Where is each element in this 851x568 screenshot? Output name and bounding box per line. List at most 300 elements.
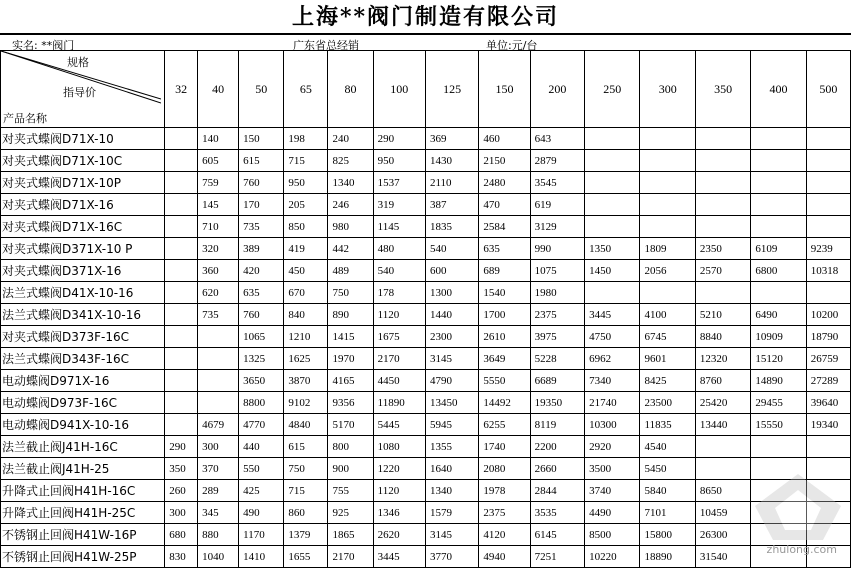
price-cell: 205	[284, 194, 328, 216]
price-cell: 3649	[479, 348, 530, 370]
product-name-cell: 升降式止回阀H41H-16C	[1, 480, 165, 502]
price-cell	[640, 194, 695, 216]
price-cell: 689	[479, 260, 530, 282]
price-cell: 27289	[806, 370, 850, 392]
column-header: 500	[806, 51, 850, 128]
price-cell: 1346	[373, 502, 425, 524]
unit-label: 单位:元/台	[486, 39, 538, 52]
price-cell: 4165	[328, 370, 373, 392]
product-name-cell: 法兰式蝶阀D41X-10-16	[1, 282, 165, 304]
price-cell: 300	[198, 436, 239, 458]
price-cell: 3870	[284, 370, 328, 392]
price-cell	[640, 150, 695, 172]
price-cell: 1700	[479, 304, 530, 326]
price-cell: 5445	[373, 414, 425, 436]
price-cell: 605	[198, 150, 239, 172]
price-cell: 1355	[425, 436, 478, 458]
price-cell: 670	[284, 282, 328, 304]
price-cell: 25420	[695, 392, 750, 414]
price-cell: 1579	[425, 502, 478, 524]
price-cell: 1340	[425, 480, 478, 502]
price-cell: 619	[530, 194, 584, 216]
price-cell: 1865	[328, 524, 373, 546]
price-cell: 4490	[585, 502, 640, 524]
price-cell: 240	[328, 128, 373, 150]
product-name-cell: 对夹式蝶阀D71X-10P	[1, 172, 165, 194]
price-cell: 760	[239, 304, 284, 326]
table-row	[1, 282, 851, 304]
price-cell: 425	[239, 480, 284, 502]
product-name-cell: 电动蝶阀D941X-10-16	[1, 414, 165, 436]
price-cell: 620	[198, 282, 239, 304]
price-cell: 860	[284, 502, 328, 524]
price-cell: 9102	[284, 392, 328, 414]
price-cell	[751, 150, 806, 172]
price-cell: 3500	[585, 458, 640, 480]
watermark-text: zhulong.com	[766, 543, 837, 556]
price-cell: 2375	[479, 502, 530, 524]
price-cell: 1040	[198, 546, 239, 568]
price-cell: 289	[198, 480, 239, 502]
price-cell	[695, 436, 750, 458]
price-cell: 19350	[530, 392, 584, 414]
price-cell: 8650	[695, 480, 750, 502]
price-cell: 850	[284, 216, 328, 238]
price-cell: 290	[165, 436, 198, 458]
column-header: 350	[695, 51, 750, 128]
price-cell: 2844	[530, 480, 584, 502]
price-cell: 2110	[425, 172, 478, 194]
price-cell: 715	[284, 480, 328, 502]
price-cell: 140	[198, 128, 239, 150]
price-cell: 890	[328, 304, 373, 326]
price-cell: 480	[373, 238, 425, 260]
price-cell: 389	[239, 238, 284, 260]
price-cell	[640, 216, 695, 238]
product-name-cell: 对夹式蝶阀D71X-10C	[1, 150, 165, 172]
price-cell: 8119	[530, 414, 584, 436]
price-cell: 4120	[479, 524, 530, 546]
price-cell: 4770	[239, 414, 284, 436]
watermark-logo	[753, 472, 843, 542]
price-cell	[806, 194, 850, 216]
price-cell	[806, 128, 850, 150]
table-row	[1, 348, 851, 370]
price-cell: 3445	[585, 304, 640, 326]
header-row	[1, 51, 851, 128]
column-header: 125	[425, 51, 478, 128]
price-cell: 1170	[239, 524, 284, 546]
product-name-cell: 不锈钢止回阀H41W-16P	[1, 524, 165, 546]
price-cell: 3145	[425, 524, 478, 546]
column-header: 200	[530, 51, 584, 128]
price-cell: 320	[198, 238, 239, 260]
table-row	[1, 458, 851, 480]
price-cell: 6255	[479, 414, 530, 436]
price-cell: 442	[328, 238, 373, 260]
price-cell: 2879	[530, 150, 584, 172]
product-name-cell: 电动蝶阀D971X-16	[1, 370, 165, 392]
price-cell: 1450	[585, 260, 640, 282]
table-row	[1, 480, 851, 502]
product-name-label: 产品名称	[3, 112, 47, 125]
price-cell	[640, 128, 695, 150]
price-cell	[751, 128, 806, 150]
price-cell: 1300	[425, 282, 478, 304]
price-cell: 540	[373, 260, 425, 282]
price-cell: 2300	[425, 326, 478, 348]
price-cell: 615	[239, 150, 284, 172]
price-cell: 3770	[425, 546, 478, 568]
corner-cell	[1, 51, 165, 128]
price-cell: 419	[284, 238, 328, 260]
price-cell: 198	[284, 128, 328, 150]
price-cell: 990	[530, 238, 584, 260]
price-cell: 635	[239, 282, 284, 304]
price-cell: 550	[239, 458, 284, 480]
price-cell: 490	[239, 502, 284, 524]
price-cell: 7101	[640, 502, 695, 524]
price-cell: 8500	[585, 524, 640, 546]
price-cell: 18790	[806, 326, 850, 348]
price-cell: 300	[165, 502, 198, 524]
price-cell: 26300	[695, 524, 750, 546]
price-cell	[165, 194, 198, 216]
table-row	[1, 172, 851, 194]
price-cell	[695, 194, 750, 216]
product-name-cell: 对夹式蝶阀D71X-10	[1, 128, 165, 150]
price-cell: 735	[239, 216, 284, 238]
price-cell: 1537	[373, 172, 425, 194]
column-header: 40	[198, 51, 239, 128]
price-cell	[165, 370, 198, 392]
price-cell: 2150	[479, 150, 530, 172]
price-cell: 2375	[530, 304, 584, 326]
price-label: 指导价	[63, 86, 96, 99]
table-row	[1, 194, 851, 216]
price-cell: 13450	[425, 392, 478, 414]
price-cell: 3145	[425, 348, 478, 370]
product-name-cell: 法兰式蝶阀D343F-16C	[1, 348, 165, 370]
price-cell: 13440	[695, 414, 750, 436]
price-cell	[165, 128, 198, 150]
price-cell	[198, 370, 239, 392]
price-cell: 14492	[479, 392, 530, 414]
price-cell: 1379	[284, 524, 328, 546]
price-cell	[751, 436, 806, 458]
price-cell: 170	[239, 194, 284, 216]
price-cell	[751, 172, 806, 194]
price-cell: 950	[373, 150, 425, 172]
table-row	[1, 546, 851, 568]
price-cell: 11890	[373, 392, 425, 414]
price-cell: 1410	[239, 546, 284, 568]
price-cell: 4840	[284, 414, 328, 436]
table-row	[1, 326, 851, 348]
price-cell: 39640	[806, 392, 850, 414]
price-cell: 4450	[373, 370, 425, 392]
product-name-cell: 法兰截止阀J41H-25	[1, 458, 165, 480]
price-cell: 15550	[751, 414, 806, 436]
price-cell: 1835	[425, 216, 478, 238]
price-cell: 1340	[328, 172, 373, 194]
table-row	[1, 238, 851, 260]
price-cell: 2080	[479, 458, 530, 480]
price-cell: 2660	[530, 458, 584, 480]
price-cell: 3445	[373, 546, 425, 568]
product-name-cell: 对夹式蝶阀D371X-16	[1, 260, 165, 282]
price-cell	[585, 172, 640, 194]
price-cell: 18890	[640, 546, 695, 568]
price-cell: 2350	[695, 238, 750, 260]
table-row	[1, 436, 851, 458]
column-header: 400	[751, 51, 806, 128]
price-cell: 925	[328, 502, 373, 524]
price-cell: 369	[425, 128, 478, 150]
price-cell: 635	[479, 238, 530, 260]
price-cell	[751, 216, 806, 238]
price-cell	[695, 216, 750, 238]
price-cell: 750	[284, 458, 328, 480]
price-cell	[585, 282, 640, 304]
price-cell: 2610	[479, 326, 530, 348]
price-cell	[165, 216, 198, 238]
price-cell	[585, 194, 640, 216]
price-cell: 6962	[585, 348, 640, 370]
price-cell	[585, 150, 640, 172]
price-cell: 1625	[284, 348, 328, 370]
price-cell	[695, 150, 750, 172]
product-name-cell: 法兰截止阀J41H-16C	[1, 436, 165, 458]
price-cell: 260	[165, 480, 198, 502]
price-cell: 460	[479, 128, 530, 150]
price-cell	[198, 392, 239, 414]
price-cell	[806, 216, 850, 238]
price-cell: 880	[198, 524, 239, 546]
price-cell: 2620	[373, 524, 425, 546]
price-cell: 710	[198, 216, 239, 238]
price-cell: 1978	[479, 480, 530, 502]
price-cell: 470	[479, 194, 530, 216]
price-cell: 29455	[751, 392, 806, 414]
product-name-cell: 电动蝶阀D973F-16C	[1, 392, 165, 414]
price-cell	[695, 172, 750, 194]
product-name-cell: 升降式止回阀H41H-25C	[1, 502, 165, 524]
price-cell: 10200	[806, 304, 850, 326]
price-cell: 1675	[373, 326, 425, 348]
price-cell: 1809	[640, 238, 695, 260]
price-cell	[585, 128, 640, 150]
price-cell: 15800	[640, 524, 695, 546]
price-cell	[165, 238, 198, 260]
price-cell	[806, 282, 850, 304]
table-row	[1, 216, 851, 238]
price-cell: 2570	[695, 260, 750, 282]
price-cell: 1350	[585, 238, 640, 260]
price-cell: 3740	[585, 480, 640, 502]
price-cell: 3535	[530, 502, 584, 524]
price-cell: 2056	[640, 260, 695, 282]
price-cell: 3545	[530, 172, 584, 194]
price-cell: 31540	[695, 546, 750, 568]
column-header: 250	[585, 51, 640, 128]
price-cell: 1120	[373, 480, 425, 502]
price-cell: 800	[328, 436, 373, 458]
price-cell: 735	[198, 304, 239, 326]
price-cell: 387	[425, 194, 478, 216]
price-cell: 10220	[585, 546, 640, 568]
table-row	[1, 304, 851, 326]
price-cell: 1655	[284, 546, 328, 568]
price-cell	[165, 260, 198, 282]
price-cell: 6800	[751, 260, 806, 282]
price-cell: 760	[239, 172, 284, 194]
price-cell: 1065	[239, 326, 284, 348]
price-cell: 680	[165, 524, 198, 546]
price-cell: 10909	[751, 326, 806, 348]
price-cell: 600	[425, 260, 478, 282]
price-cell: 8760	[695, 370, 750, 392]
price-cell: 2584	[479, 216, 530, 238]
price-cell	[165, 304, 198, 326]
price-cell	[165, 282, 198, 304]
price-cell: 9601	[640, 348, 695, 370]
price-cell	[751, 282, 806, 304]
table-row	[1, 524, 851, 546]
price-cell	[695, 458, 750, 480]
price-cell: 8800	[239, 392, 284, 414]
price-cell	[640, 172, 695, 194]
spec-label: 规格	[67, 56, 89, 69]
price-cell: 540	[425, 238, 478, 260]
column-header: 300	[640, 51, 695, 128]
price-cell: 6490	[751, 304, 806, 326]
price-cell: 26759	[806, 348, 850, 370]
price-cell: 1210	[284, 326, 328, 348]
table-row	[1, 414, 851, 436]
price-cell: 450	[284, 260, 328, 282]
price-cell: 1080	[373, 436, 425, 458]
price-cell: 21740	[585, 392, 640, 414]
price-cell: 10300	[585, 414, 640, 436]
price-cell: 4790	[425, 370, 478, 392]
price-cell: 10318	[806, 260, 850, 282]
price-cell	[806, 436, 850, 458]
price-cell: 715	[284, 150, 328, 172]
price-cell: 4750	[585, 326, 640, 348]
price-cell: 15120	[751, 348, 806, 370]
price-cell	[165, 326, 198, 348]
table-row	[1, 260, 851, 282]
table-row	[1, 392, 851, 414]
price-cell: 7251	[530, 546, 584, 568]
price-cell	[806, 172, 850, 194]
price-cell: 178	[373, 282, 425, 304]
price-cell: 5210	[695, 304, 750, 326]
company-label: 实名: **阀门	[12, 39, 75, 52]
price-cell: 1075	[530, 260, 584, 282]
price-cell	[806, 150, 850, 172]
price-cell	[198, 348, 239, 370]
price-cell: 150	[239, 128, 284, 150]
price-table	[0, 50, 851, 568]
price-cell: 980	[328, 216, 373, 238]
price-cell: 643	[530, 128, 584, 150]
column-header: 80	[328, 51, 373, 128]
price-cell: 4940	[479, 546, 530, 568]
price-cell: 4679	[198, 414, 239, 436]
price-cell: 350	[165, 458, 198, 480]
price-cell: 1440	[425, 304, 478, 326]
table-row	[1, 370, 851, 392]
price-cell: 8840	[695, 326, 750, 348]
price-cell: 1640	[425, 458, 478, 480]
price-cell: 9356	[328, 392, 373, 414]
price-cell: 19340	[806, 414, 850, 436]
product-name-cell: 对夹式蝶阀D71X-16	[1, 194, 165, 216]
price-cell: 7340	[585, 370, 640, 392]
price-cell: 5550	[479, 370, 530, 392]
price-cell: 6689	[530, 370, 584, 392]
price-cell: 8425	[640, 370, 695, 392]
product-name-cell: 对夹式蝶阀D71X-16C	[1, 216, 165, 238]
price-cell: 825	[328, 150, 373, 172]
price-cell	[751, 194, 806, 216]
column-header: 32	[165, 51, 198, 128]
price-cell: 2920	[585, 436, 640, 458]
price-cell: 4540	[640, 436, 695, 458]
price-cell: 246	[328, 194, 373, 216]
price-cell: 950	[284, 172, 328, 194]
price-cell	[165, 172, 198, 194]
price-cell: 489	[328, 260, 373, 282]
price-cell: 1980	[530, 282, 584, 304]
price-cell: 3129	[530, 216, 584, 238]
column-header: 50	[239, 51, 284, 128]
price-cell: 6145	[530, 524, 584, 546]
price-cell: 420	[239, 260, 284, 282]
price-cell: 23500	[640, 392, 695, 414]
price-cell: 145	[198, 194, 239, 216]
price-cell: 6109	[751, 238, 806, 260]
price-cell: 5228	[530, 348, 584, 370]
price-cell: 1220	[373, 458, 425, 480]
product-name-cell: 对夹式蝶阀D371X-10 P	[1, 238, 165, 260]
price-cell	[640, 282, 695, 304]
price-cell: 11835	[640, 414, 695, 436]
price-cell: 5170	[328, 414, 373, 436]
column-header: 150	[479, 51, 530, 128]
product-name-cell: 法兰式蝶阀D341X-10-16	[1, 304, 165, 326]
price-cell: 5840	[640, 480, 695, 502]
price-cell: 755	[328, 480, 373, 502]
product-name-cell: 不锈钢止回阀H41W-25P	[1, 546, 165, 568]
price-cell: 4100	[640, 304, 695, 326]
price-cell: 1120	[373, 304, 425, 326]
price-cell	[198, 326, 239, 348]
price-cell: 370	[198, 458, 239, 480]
price-cell: 1325	[239, 348, 284, 370]
table-row	[1, 150, 851, 172]
price-cell: 615	[284, 436, 328, 458]
price-cell: 840	[284, 304, 328, 326]
column-header: 100	[373, 51, 425, 128]
price-cell: 12320	[695, 348, 750, 370]
price-cell: 2480	[479, 172, 530, 194]
table-row	[1, 502, 851, 524]
price-cell: 1740	[479, 436, 530, 458]
price-cell: 830	[165, 546, 198, 568]
